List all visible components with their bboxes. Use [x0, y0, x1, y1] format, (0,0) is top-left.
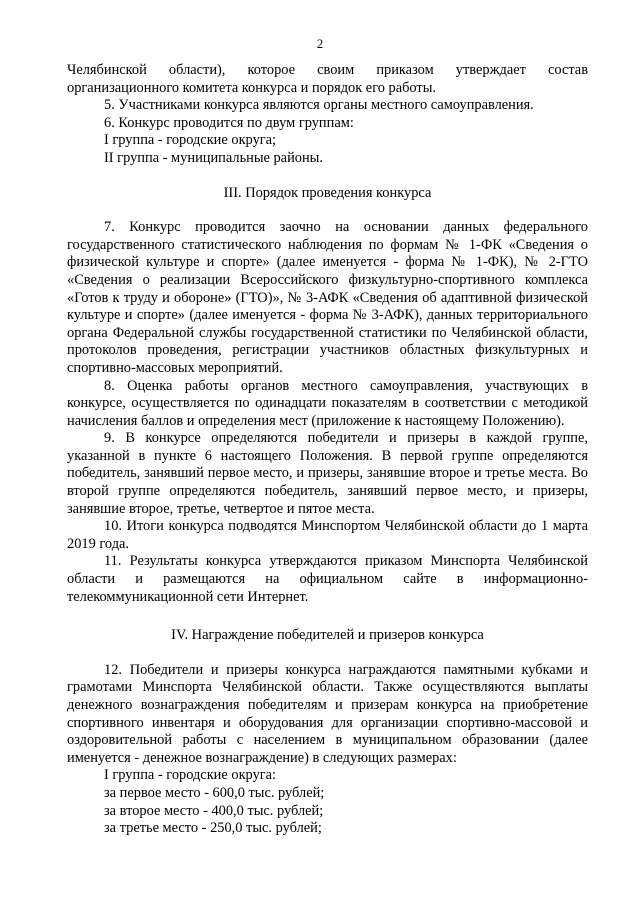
- paragraph-5: 5. Участниками конкурса являются органы местного самоуправления.: [104, 97, 534, 114]
- paragraph-10: 10. Итоги конкурса подводятся Минспортом Челябинской области до 1 марта 2019 года.: [67, 518, 588, 552]
- paragraph-11: 11. Результаты конкурса утверждаются приказом Минспорта Челябинской области и размещаются на официальном сайте в информационно-телекоммуникационной сети Интернет.: [67, 553, 588, 605]
- paragraph-12: 12. Победители и призеры конкурса награждаются памятными кубками и грамотами Минспорта Челябинской области. Также осуществляются выплаты денежного вознаграждения победителям и призерам конкурса на приобретение спортивного инвентаря и оборудования для организации спортивно-массовой и оздоровительной работы с населением в муниципальном образовании (далее именуется - денежное вознаграждение) в следующих размерах:: [67, 661, 588, 766]
- award-third-place: за третье место - 250,0 тыс. рублей;: [104, 820, 322, 837]
- group-1-item: I группа - городские округа;: [104, 132, 277, 149]
- paragraph-continuation: Челябинской области), которое своим приказом утверждает состав организационного комитета конкурса и порядок его работы.: [67, 62, 588, 96]
- page-number: 2: [316, 36, 324, 51]
- section-heading-3: III. Порядок проведения конкурса: [223, 184, 432, 201]
- paragraph-8: 8. Оценка работы органов местного самоуправления, участвующих в конкурсе, осуществляется по одинадцати показателям в соответствии с методикой начисления баллов и определения мест (приложение к настоящему Положению).: [67, 377, 588, 429]
- paragraph-6: 6. Конкурс проводится по двум группам:: [104, 114, 354, 131]
- paragraph-7: 7. Конкурс проводится заочно на основании данных федерального государственного статистического наблюдения по формам № 1-ФК «Сведения о физической культуре и спорте» (далее именуется - форма № 1-ФК), № 2-ГТО «Сведения о реализации Всероссийского физкультурно-спортивного комплекса «Готов к труду и обороне» (ГТО)», № 3-АФК «Сведения об адаптивной физической культуре и спорте» (далее именуется - форма № 3-АФК), данных территориального органа Федеральной службы государственной статистики по Челябинской области, протоколов проведения, регистрации участников областных физкультурных и спортивно-массовых мероприятий.: [67, 219, 588, 376]
- paragraph-9: 9. В конкурсе определяются победители и призеры в каждой группе, указанной в пункте 6 настоящего Положения. В первой группе определяются победитель, занявший первое место, и призеры, занявшие второе и третье места. Во второй группе определяются победитель, занявший первое место, и призеры, занявшие второе, третье, четвертое и пятое места.: [67, 430, 588, 517]
- award-second-place: за второе место - 400,0 тыс. рублей;: [104, 802, 324, 819]
- award-group-1: I группа - городские округа:: [104, 767, 277, 784]
- document-body: [67, 62, 588, 838]
- group-2-item: II группа - муниципальные районы.: [104, 149, 323, 166]
- award-first-place: за первое место - 600,0 тыс. рублей;: [104, 784, 325, 801]
- section-heading-4: IV. Награждение победителей и призеров конкурса: [171, 627, 484, 644]
